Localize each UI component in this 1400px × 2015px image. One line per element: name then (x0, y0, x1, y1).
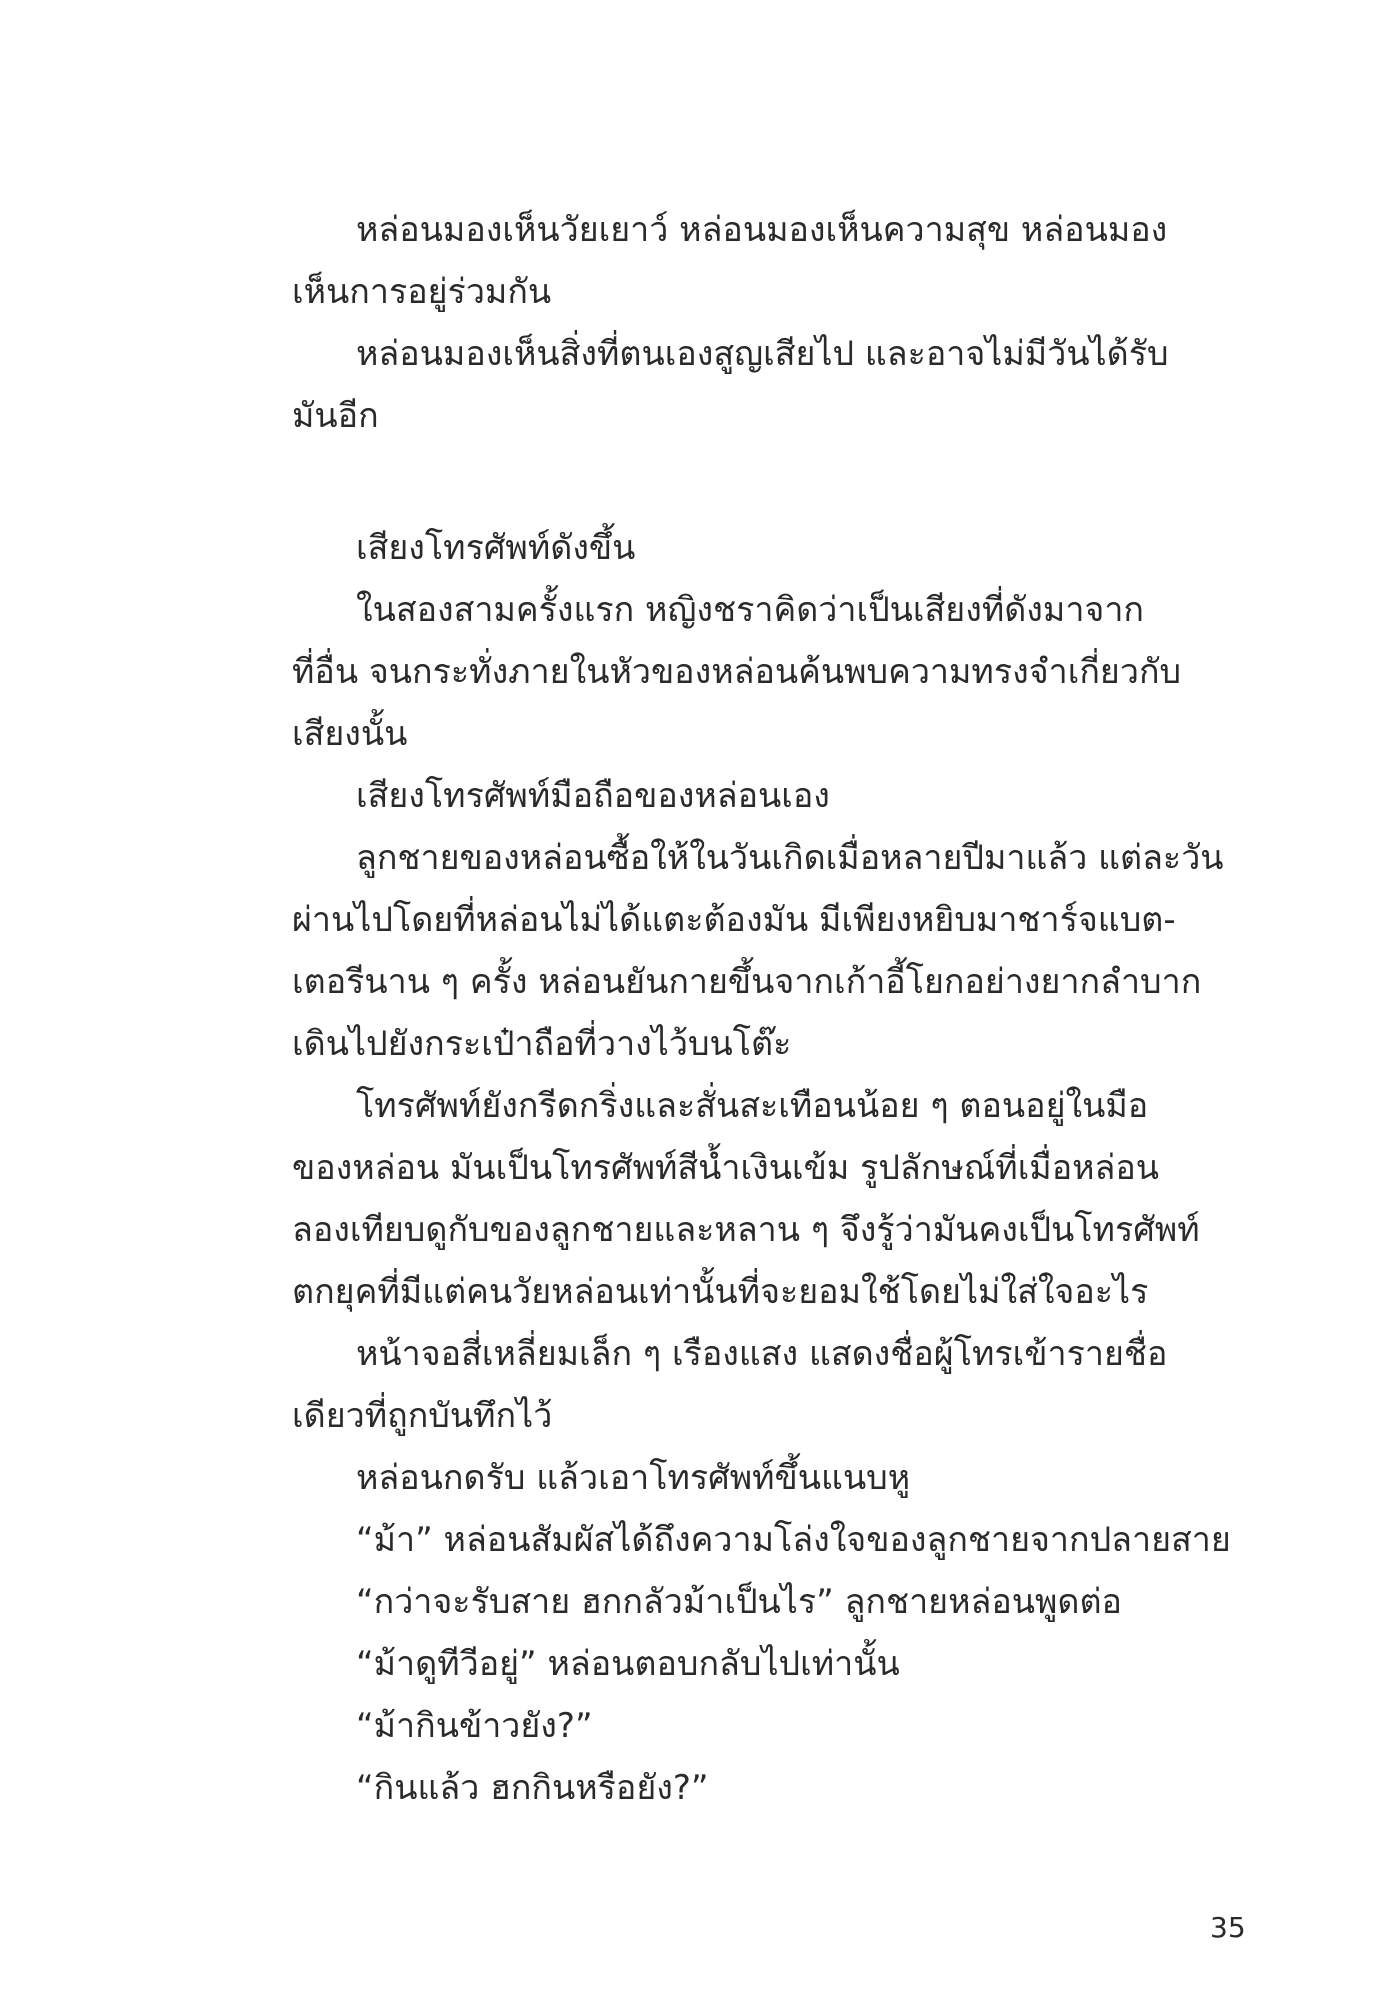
text-line: หล่อนกดรับ แล้วเอาโทรศัพท์ขึ้นแนบหู (356, 1458, 911, 1498)
text-line: เตอรีนาน ๆ ครั้ง หล่อนยันกายขึ้นจากเก้าอี้โยกอย่างยากลำบาก (292, 962, 1202, 1002)
text-line: เสียงโทรศัพท์ดังขึ้น (356, 528, 636, 568)
page-number: 35 (1210, 1911, 1246, 1944)
text-line: โทรศัพท์ยังกรีดกริ่งและสั่นสะเทือนน้อย ๆ ตอนอยู่ในมือ (356, 1086, 1149, 1126)
text-line: เสียงนั้น (292, 714, 408, 754)
text-line: ลูกชายของหล่อนซื้อให้ในวันเกิดเมื่อหลายปีมาแล้ว แต่ละวัน (356, 838, 1224, 878)
text-line: “ม้าดูทีวีอยู่” หล่อนตอบกลับไปเท่านั้น (356, 1644, 900, 1684)
text-line: หล่อนมองเห็นวัยเยาว์ หล่อนมองเห็นความสุข หล่อนมอง (356, 210, 1168, 250)
text-line: ของหล่อน มันเป็นโทรศัพท์สีน้ำเงินเข้ม รูปลักษณ์ที่เมื่อหล่อน (292, 1148, 1160, 1188)
text-line: ที่อื่น จนกระทั่งภายในหัวของหล่อนค้นพบความทรงจำเกี่ยวกับ (292, 652, 1182, 692)
text-line: ผ่านไปโดยที่หล่อนไม่ได้แตะต้องมัน มีเพียงหยิบมาชาร์จแบต- (292, 900, 1176, 940)
text-line: ตกยุคที่มีแต่คนวัยหล่อนเท่านั้นที่จะยอมใช้โดยไม่ใส่ใจอะไร (292, 1272, 1149, 1312)
text-line: “กินแล้ว ฮกกินหรือยัง?” (356, 1768, 709, 1808)
text-line: “ม้ากินข้าวยัง?” (356, 1706, 593, 1746)
text-line: หน้าจอสี่เหลี่ยมเล็ก ๆ เรืองแสง แสดงชื่อผู้โทรเข้ารายชื่อ (356, 1334, 1168, 1374)
text-line: ลองเทียบดูกับของลูกชายและหลาน ๆ จึงรู้ว่ามันคงเป็นโทรศัพท์ (292, 1210, 1200, 1250)
text-line: มันอีก (292, 396, 379, 436)
text-line: หล่อนมองเห็นสิ่งที่ตนเองสูญเสียไป และอาจไม่มีวันได้รับ (356, 334, 1169, 374)
text-line: เห็นการอยู่ร่วมกัน (292, 272, 552, 312)
text-line: “ม้า” หล่อนสัมผัสได้ถึงความโล่งใจของลูกชายจากปลายสาย (356, 1520, 1231, 1560)
text-line: “กว่าจะรับสาย ฮกกลัวม้าเป็นไร” ลูกชายหล่อนพูดต่อ (356, 1582, 1122, 1622)
text-line: เดียวที่ถูกบันทึกไว้ (292, 1396, 553, 1436)
text-line: ในสองสามครั้งแรก หญิงชราคิดว่าเป็นเสียงที่ดังมาจาก (356, 590, 1145, 630)
text-line: เสียงโทรศัพท์มือถือของหล่อนเอง (356, 776, 830, 816)
text-line: เดินไปยังกระเป๋าถือที่วางไว้บนโต๊ะ (292, 1024, 792, 1064)
